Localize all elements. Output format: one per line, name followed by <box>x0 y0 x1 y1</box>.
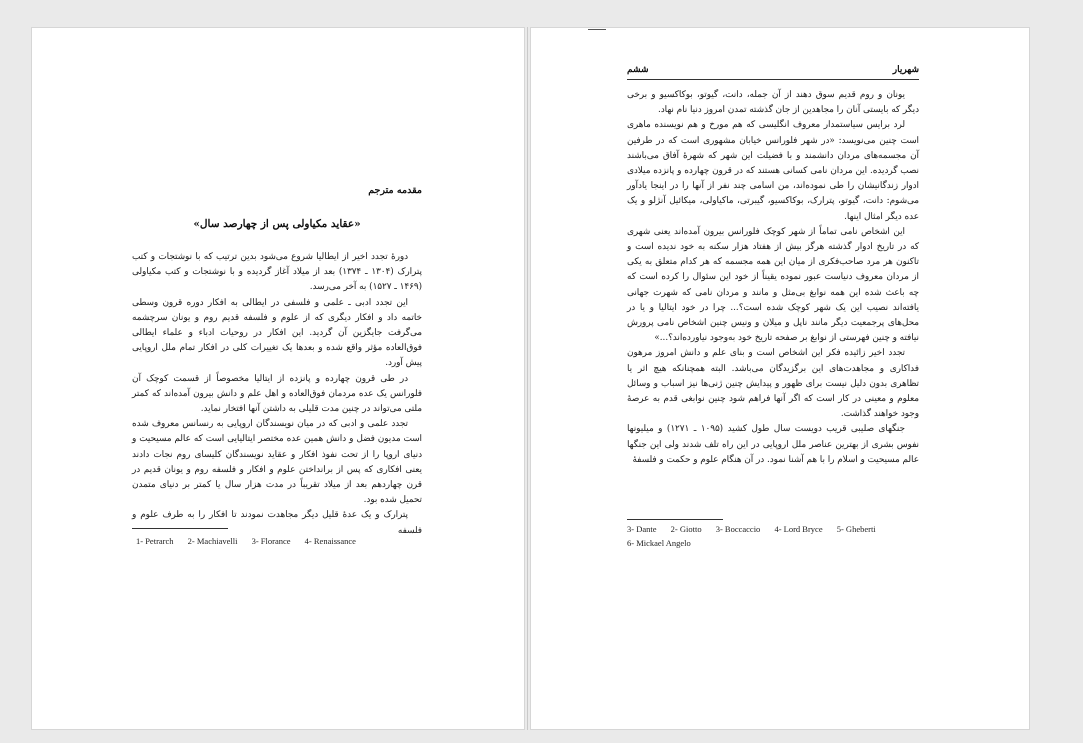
footnote: 2- Giotto <box>670 524 702 534</box>
paragraph: تجدد اخیر زائیده فکر این اشخاص است و بنای علم و دانش امروز مرهون فداکاری و مجاهدت‌های این برگزیدگان می‌باشد. البته همچنانکه هیچ اثر یا تظاهری بدون دلیل نیست برای ظهور و پیدایش چنین ژنی‌ها نیز اسباب و وسائل معلوم و معینی در کار است که اگر آنها فراهم شود چنین نوابغی قدم به عرصهٔ وجود خواهند گذاشت. <box>627 348 919 420</box>
footnote: 3- Florance <box>251 536 291 546</box>
paragraph: جنگهای صلیبی قریب دویست سال طول کشید (۱۰۹۵ ـ ۱۲۷۱) و میلیونها نفوس بشری از بهترین عناصر ملل اروپایی در این راه تلف شدند ولی این جنگها عالم مسیحیت و اسلام را با هم آشنا نمود. در آن هنگام علوم و حکمت و فلسفهٔ <box>627 424 919 465</box>
paragraph: پترارک و یک عدهٔ قلیل دیگر مجاهدت نمودند تا افکار را به طرف علوم و فلسفه <box>132 510 422 536</box>
section-heading: مقدمه مترجم <box>368 185 422 196</box>
page-gutter <box>527 27 528 730</box>
left-body-text <box>132 250 422 539</box>
essay-title: «عقاید مکیاولی پس از چهارصد سال» <box>193 218 361 230</box>
left-page <box>31 27 525 730</box>
footnote: 5- Gheberti <box>836 524 876 534</box>
left-footnotes <box>136 534 436 548</box>
footnote: 6- Mickael Angelo <box>627 538 691 548</box>
paragraph: تجدد علمی و ادبی که در میان نویسندگان اروپایی به رنسانس معروف شده است مدیون فضل و دانش همین عده مختصر ایتالیایی است که عالم مسیحیت و دنیای اروپا را از تحت نفوذ افکار و عقاید نویسندگان کلیسای روم نجات دادند یعنی افکاری که پس از برانداختن علوم و افکار و فلسفه روم و یونان قدیم در قرن چهاردهم بعد از میلاد تقریباً در مدت هزار سال یا کمتر بر دنیای متمدن تحمیل شده بود. <box>132 419 422 506</box>
paragraph: دورهٔ تجدد اخیر از ایطالیا شروع می‌شود بدین ترتیب که با نوشتجات و کتب پترارک (۱۳۰۴ ـ ۱۳۷۴) بعد از میلاد آغاز گردیده و با نوشتجات و کتب مکیاولی (۱۴۶۹ ـ ۱۵۲۷) به آخر می‌رسد. <box>132 252 422 293</box>
right-body-text <box>627 88 919 468</box>
page-header <box>627 65 919 78</box>
running-title: شهریار <box>892 65 919 75</box>
paragraph: لرد برایس سیاستمدار معروف انگلیسی که هم مورخ و هم نویسنده ماهری است چنین می‌نویسد: «در شهر فلورانس خیابان مشهوری است که در طرفین آن مجسمه‌های مردان دانشمند و با فضیلت این شهر که شهرهٔ آفاق می‌باشند نصب گردیده. این مردان نامی کسانی هستند که در قرون چهارده و پانزده میلادی ادوار زندگانیشان را طی نموده‌اند، من اسامی چند نفر از آنها را در اینجا یادآور می‌شوم: دانت، گیوتو، پترارک، بوکاکسیو، گیبرتی، ماکیاولی، میکائیل آنژلو و یک عده دیگر امثال اینها. <box>627 120 919 222</box>
paragraph: این اشخاص نامی تماماً از شهر کوچک فلورانس بیرون آمده‌اند یعنی شهری که در تاریخ ادوار گذشته هرگز بیش از هفتاد هزار سکنه به خود ندیده است و تاکنون هر مرد صاحب‌فکری از میان این همه مجسمه که هر کدام متعلق به یکی از مردان معروف دنیاست عبور نموده یقیناً از خود این سئوال را کرده است که چه باعث شده این همه نوابغ بی‌مثل و مانند و مردان نامی که شهرت جهانی یافته‌اند نصیب این یک شهر کوچک شده است؟... چرا در خود ایتالیا و یا در محل‌های پرجمعیت دیگر مانند ناپل و میلان و ونیس چنین اشخاص نامی پرورش نیافته و چنین فهرستی از نوابغ بر صفحه تاریخ خود به‌وجود نیاورده‌اند؟...» <box>627 226 919 344</box>
footnote: 3- Boccaccio <box>715 524 761 534</box>
footnote-divider <box>627 519 723 520</box>
page-marker <box>588 29 606 30</box>
footnote: 1- Petrarch <box>136 536 174 546</box>
paragraph: این تجدد ادبی ـ علمی و فلسفی در ایطالی به افکار دوره قرون وسطی خاتمه داد و افکار دیگری که از علوم و فلسفه قدیم روم و یونان سرچشمه می‌گرفت جایگزین آن گردید. این افکار در روحیات ادباء و علماء ایطالی فوق‌العاده مؤثر واقع شده و بعدها یک تغییرات کلی در افکار تمام ملل اروپایی پیش آورد. <box>132 297 422 369</box>
paragraph: یونان و روم قدیم سوق دهند از آن جمله، دانت، گیوتو، بوکاکسیو و برخی دیگر که بایستی آنان را مجاهدین از جان گذشته تمدن امروز دنیا نام نهاد. <box>627 90 919 116</box>
page-number: ششم <box>627 65 649 75</box>
right-page <box>530 27 1030 730</box>
right-footnotes <box>627 522 927 550</box>
footnote: 3- Dante <box>627 524 657 534</box>
paragraph: در طی قرون چهارده و پانزده از ایتالیا مخصوصاً از قسمت کوچک آن فلورانس یک عده مردمان فوق‌العاده و اهل علم و دانش بیرون آمده‌اند که کمتر ملتی می‌تواند در چنین مدت قلیلی به داشتن آنها افتخار نماید. <box>132 373 422 415</box>
footnote: 4- Lord Bryce <box>774 524 823 534</box>
header-divider <box>627 79 919 80</box>
footnote: 2- Machiavelli <box>187 536 238 546</box>
footnote: 4- Renaissance <box>304 536 356 546</box>
footnote-divider <box>132 528 228 529</box>
